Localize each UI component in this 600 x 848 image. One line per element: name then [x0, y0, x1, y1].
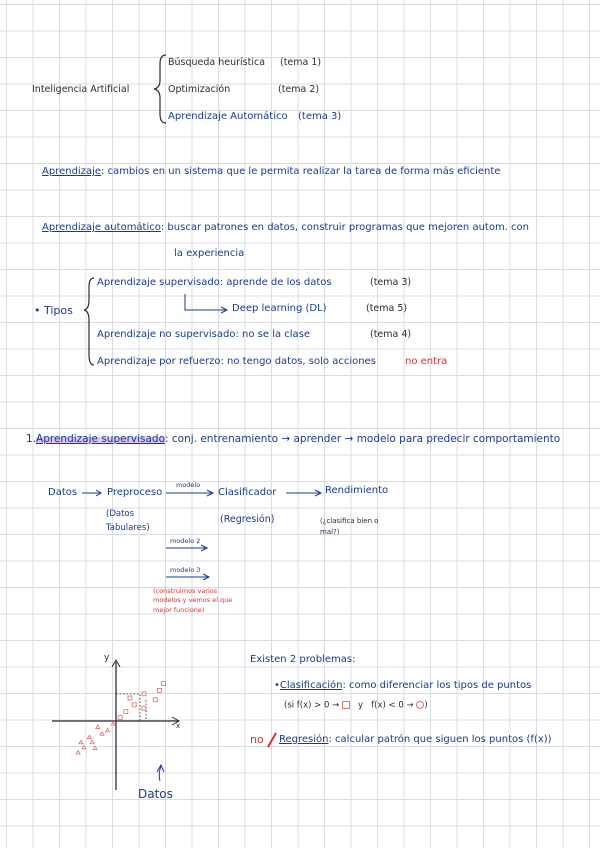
problem-clasificacion: •Clasificación: como diferenciar los tipos de puntos [274, 680, 532, 691]
intro-item-optimizacion: Optimización [168, 84, 231, 95]
tipo-supervisado-tema: (tema 3) [370, 277, 412, 288]
no-strike [268, 733, 276, 747]
problem-regresion: Regresión: calcular patrón que siguen los puntos (f(x)) [279, 734, 552, 745]
flow-preproceso: Preproceso [107, 487, 163, 498]
square-point [128, 696, 132, 700]
intro-item-busqueda-tema: (tema 1) [280, 57, 322, 68]
flow-clasificador: Clasificador [218, 487, 277, 498]
triangle-point [79, 740, 83, 744]
plot-y-label: y [104, 653, 110, 663]
square-point [142, 706, 146, 710]
arrow-clasificador-rendimiento [286, 490, 321, 496]
arrow-modelo3 [166, 574, 209, 580]
tipo-no-supervisado: Aprendizaje no supervisado: no se la clase [97, 329, 311, 340]
definition-automatico: Aprendizaje automático: buscar patrones en datos, construir programas que mejoren autom. con [42, 222, 529, 233]
square-point [157, 688, 161, 692]
flow-rendimiento: Rendimiento [325, 485, 389, 496]
plot-caption: Datos [138, 787, 173, 801]
definition-automatico-cont: la experiencia [174, 248, 245, 259]
no-label: no [250, 733, 264, 746]
triangle-point [87, 735, 91, 739]
flow-regresion: (Regresión) [220, 514, 275, 525]
scatter-plot [52, 660, 179, 790]
triangle-point [82, 745, 86, 749]
arrow-datos-preproceso [82, 490, 101, 496]
problems-title: Existen 2 problemas: [250, 654, 356, 665]
deep-learning-arrow [185, 294, 226, 310]
arrow-preproceso-clasificador [166, 490, 213, 496]
square-point [118, 716, 122, 720]
refuerzo-note: no entra [405, 356, 448, 367]
flow-datos-tabulares: (Datos Tabulares) [106, 509, 150, 533]
intro-item-busqueda: Búsqueda heurística [168, 57, 266, 68]
square-point [124, 710, 128, 714]
arrow-modelo2 [166, 545, 207, 551]
flow-nota: (construimos varios modelos y vemos el que mejor funcione) [153, 587, 233, 614]
triangle-point [93, 746, 97, 750]
intro-item-aprendizaje-tema: (tema 3) [298, 111, 342, 122]
flow-modelo-label: modelo [176, 481, 201, 489]
tipos-brace [84, 278, 94, 365]
triangle-point [111, 722, 115, 726]
plot-x-label: x [176, 722, 181, 730]
root-label: Inteligencia Artificial [32, 84, 130, 95]
triangle-point [96, 725, 100, 729]
flow-datos: Datos [48, 487, 78, 498]
triangle-point [100, 732, 104, 736]
square-point [162, 682, 166, 686]
flow-modelo-3: modelo 3 [170, 566, 201, 574]
tipo-deep-learning-tema: (tema 5) [366, 303, 408, 314]
intro-brace [154, 55, 166, 123]
square-point [132, 703, 136, 707]
square-point [142, 692, 146, 696]
arrow-to-plot [157, 765, 164, 781]
tipo-deep-learning: Deep learning (DL) [232, 303, 327, 314]
triangle-point [90, 740, 94, 744]
tipo-supervisado: Aprendizaje supervisado: aprende de los datos [97, 277, 332, 288]
square-point [153, 698, 157, 702]
triangle-point [106, 728, 110, 732]
square-symbol [342, 701, 350, 709]
section-1-heading: 1.Aprendizaje supervisado: conj. entrenamiento → aprender → modelo para predecir comportamiento [26, 433, 561, 445]
flow-modelo-2: modelo 2 [170, 537, 201, 545]
guide-lines [116, 694, 146, 721]
intro-item-optimizacion-tema: (tema 2) [278, 84, 320, 95]
triangle-point [76, 750, 80, 754]
definition-aprendizaje: Aprendizaje: cambios en un sistema que le permita realizar la tarea de forma más eficiente [42, 166, 501, 177]
tipo-refuerzo: Aprendizaje por refuerzo: no tengo datos, solo acciones [97, 356, 376, 367]
tipos-label: • Tipos [34, 304, 73, 317]
intro-item-aprendizaje: Aprendizaje Automático [168, 111, 288, 122]
flow-pregunta: (¿clasifica bien o mal?) [320, 517, 379, 536]
problem-clasificacion-rule: (si f(x) > 0 → y f(x) < 0 → ) [284, 700, 428, 711]
tipo-no-supervisado-tema: (tema 4) [370, 329, 412, 340]
